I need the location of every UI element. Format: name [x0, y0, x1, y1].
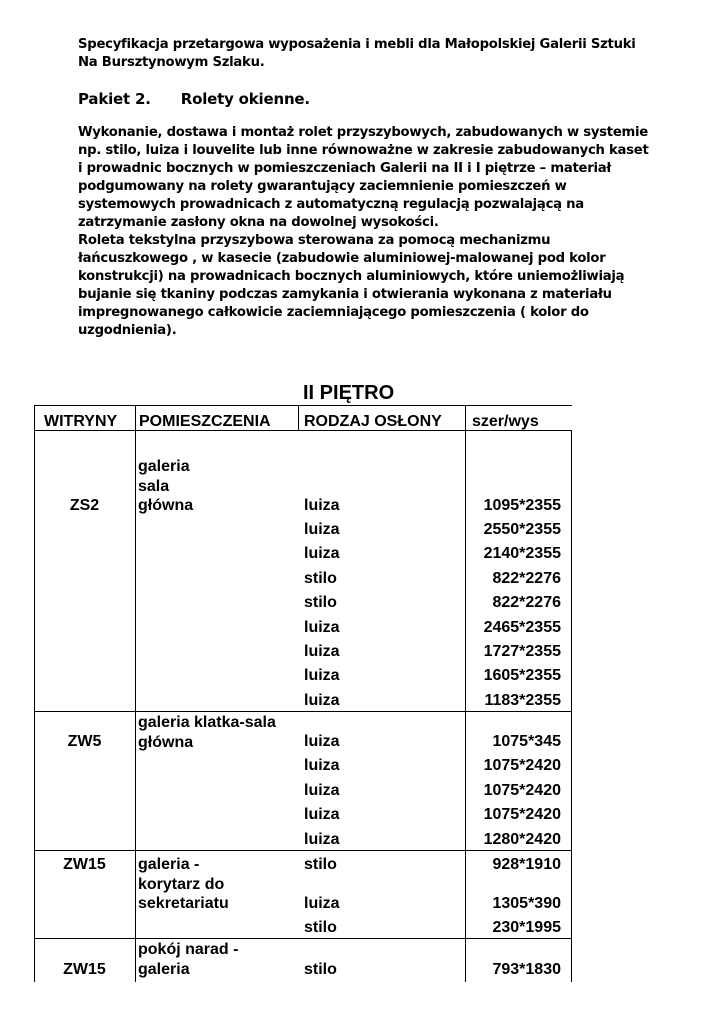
window-code: ZW15 — [63, 856, 106, 873]
table-group-border — [34, 850, 572, 851]
package-description — [78, 124, 653, 340]
dimensions: 822*2276 — [492, 570, 561, 587]
dimensions: 822*2276 — [492, 594, 561, 611]
cover-type: luiza — [304, 545, 340, 562]
cover-type: luiza — [304, 806, 340, 823]
room-name: galeria klatka-sala główna — [138, 714, 276, 751]
package-name: Rolety okienne. — [180, 90, 310, 108]
table-column-border — [571, 430, 572, 982]
cover-type: luiza — [304, 692, 340, 709]
description-paragraph: Wykonanie, dostawa i montaż rolet przyszybowych, zabudowanych w systemie np. stilo, luiza i louvelite lub inne równoważne w zakresie zabudowanych kaset i prowadnic bocznych w pomieszczeniach Galerii na II i I piętrze – materiał podgumowany na rolety gwarantujący zaciemnienie pomieszczeń w systemowych prowadnicach z automatyczną regulacją pozwalającą na zatrzymanie zasłony okna na dowolnej wysokości. — [78, 125, 649, 230]
dimensions: 1095*2355 — [483, 497, 561, 514]
cover-type: stilo — [304, 919, 337, 936]
table-top-border — [34, 405, 572, 406]
column-header-pomieszczenia: POMIESZCZENIA — [139, 413, 271, 430]
cover-type: luiza — [304, 521, 340, 538]
room-name: galeria sala główna — [138, 458, 194, 514]
description-paragraph: Roleta tekstylna przyszybowa sterowana za pomocą mechanizmu łańcuszkowego , w kasecie (zabudowie aluminiowej-malowanej pod kolor konstrukcji) na prowadnicach bocznych aluminiowych, które uniemożliwiają bujanie się tkaniny podczas zamykania i otwierania wykonana z materiału impregnowanego całkowicie zaciemniającego pomieszczenia ( kolor do uzgodnienia). — [78, 233, 625, 338]
document-header: Specyfikacja przetargowa wyposażenia i mebli dla Małopolskiej Galerii Sztuki Na Bursztynowym Szlaku. — [78, 37, 636, 70]
dimensions: 1075*345 — [492, 733, 561, 750]
cover-type: luiza — [304, 895, 340, 912]
dimensions: 1305*390 — [492, 895, 561, 912]
cover-type: luiza — [304, 667, 340, 684]
cover-type: stilo — [304, 961, 337, 978]
cover-type: luiza — [304, 733, 340, 750]
table-group-border — [34, 711, 572, 712]
cover-type: luiza — [304, 831, 340, 848]
dimensions: 1075*2420 — [483, 757, 561, 774]
package-title — [78, 90, 310, 108]
dimensions: 1727*2355 — [483, 643, 561, 660]
window-code: ZW5 — [67, 733, 102, 750]
dimensions: 1280*2420 — [483, 831, 561, 848]
dimensions: 2465*2355 — [483, 619, 561, 636]
dimensions: 1605*2355 — [483, 667, 561, 684]
cover-type: stilo — [304, 856, 337, 873]
dimensions: 230*1995 — [492, 919, 561, 936]
table-column-border — [34, 405, 35, 982]
dimensions: 793*1830 — [492, 961, 561, 978]
dimensions: 2140*2355 — [483, 545, 561, 562]
cover-type: luiza — [304, 643, 340, 660]
dimensions: 928*1910 — [492, 856, 561, 873]
dimensions: 2550*2355 — [483, 521, 561, 538]
cover-type: luiza — [304, 757, 340, 774]
room-name: pokój narad - galeria — [138, 941, 239, 978]
cover-type: luiza — [304, 782, 340, 799]
column-header-witryny: WITRYNY — [44, 413, 118, 430]
cover-type: stilo — [304, 594, 337, 611]
column-header-rodzaj-oslony: RODZAJ OSŁONY — [304, 413, 442, 430]
table-group-border — [34, 938, 572, 939]
table-column-border — [465, 405, 466, 982]
floor-title: II PIĘTRO — [303, 382, 395, 404]
package-number: Pakiet 2. — [78, 90, 151, 108]
table-column-border — [135, 405, 136, 982]
column-header-szer-wys: szer/wys — [472, 413, 539, 430]
cover-type: luiza — [304, 619, 340, 636]
cover-type: stilo — [304, 570, 337, 587]
room-name: galeria - korytarz do sekretariatu — [138, 856, 229, 912]
table-column-border — [298, 405, 299, 430]
window-code: ZW15 — [63, 961, 106, 978]
dimensions: 1183*2355 — [484, 692, 561, 709]
cover-type: luiza — [304, 497, 340, 514]
window-code: ZS2 — [69, 497, 100, 514]
dimensions: 1075*2420 — [483, 806, 561, 823]
dimensions: 1075*2420 — [483, 782, 561, 799]
